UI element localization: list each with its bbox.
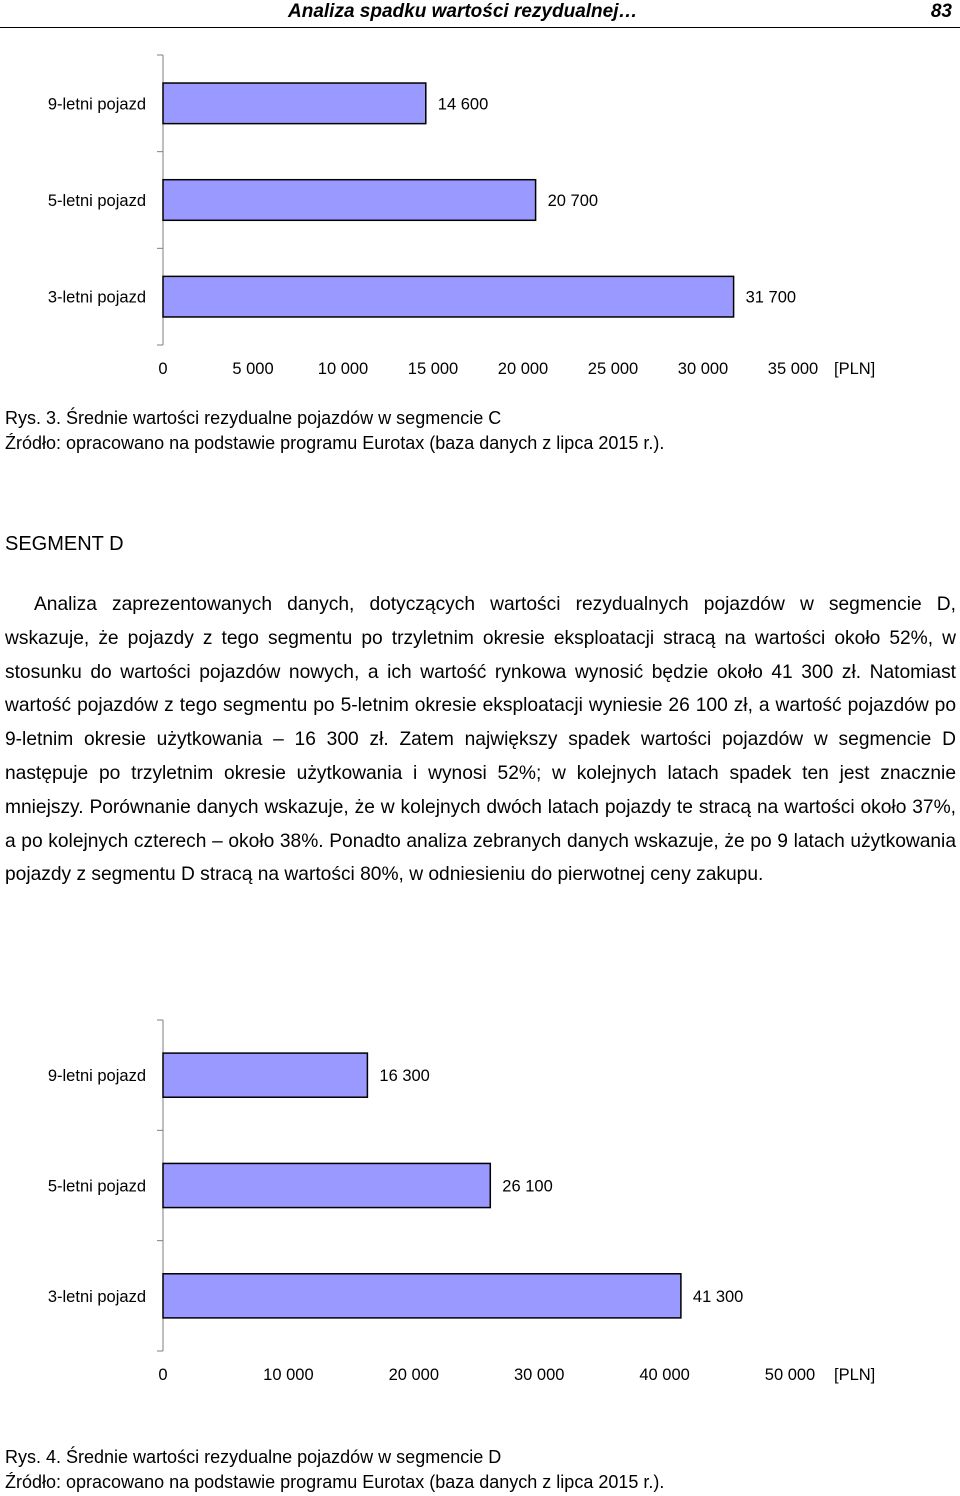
x-axis-unit-label: [PLN]	[834, 1366, 876, 1384]
figure-3-bar-chart	[0, 40, 960, 385]
x-tick-label: 20 000	[497, 360, 549, 378]
page-number: 83	[930, 1, 952, 22]
section-paragraph: Analiza zaprezentowanych danych, dotyczących wartości rezydualnych pojazdów w segmencie D, wskazuje, że pojazdy z tego segmentu po trzyletnim okresie eksploatacji stracą na wartości około 52%, w stosunku do wartości pojazdów nowych, a ich wartość rynkowa wynosić będzie około 41 300 zł. Natomiast wartość pojazdów z tego segmentu po 5-letnim okresie eksploatacji wyniesie 26 100 zł, a wartość pojazdów po 9-letnim okresie użytkowania – 16 300 zł. Zatem największy spadek wartości pojazdów w segmencie D następuje po trzyletnim okresie użytkowania i wynosi 52%; w kolejnych latach spadek ten jest znacznie mniejszy. Porównanie danych wskazuje, że w kolejnych dwóch latach pojazdy te stracą na wartości około 37%, a po kolejnych czterech – około 38%. Ponadto analiza zebranych danych wskazuje, że po 9 latach użytkowania pojazdy z segmentu D stracą na wartości 80%, w odniesieniu do pierwotnej ceny zakupu.	[5, 594, 956, 886]
x-tick-label: 5 000	[232, 360, 274, 378]
bar-2	[163, 1163, 490, 1207]
bar-value-label: 41 300	[692, 1287, 744, 1306]
running-header	[0, 0, 960, 28]
bar-1	[163, 83, 426, 124]
section-heading: SEGMENT D	[5, 533, 124, 555]
x-tick-label: 35 000	[767, 360, 819, 378]
bar-value-label: 20 700	[547, 192, 599, 210]
category-label: 5-letni pojazd	[47, 1177, 146, 1196]
x-tick-label: 50 000	[764, 1366, 816, 1384]
x-tick-label: 30 000	[677, 360, 729, 378]
category-label: 3-letni pojazd	[47, 1287, 146, 1306]
figure-3-source: Źródło: opracowano na podstawie programu Eurotax (baza danych z lipca 2015 r.).	[5, 433, 665, 453]
bar-2	[163, 180, 536, 221]
bar-value-label: 31 700	[745, 288, 797, 307]
x-tick-label: 40 000	[639, 1366, 690, 1384]
bar-3	[163, 1274, 681, 1318]
x-tick-label: 30 000	[513, 1366, 565, 1384]
bar-value-label: 26 100	[502, 1177, 553, 1196]
running-header-title: Analiza spadku wartości rezydualnej…	[288, 1, 638, 22]
x-axis-unit-label: [PLN]	[834, 360, 876, 378]
figure-4-caption: Rys. 4. Średnie wartości rezydualne pojazdów w segmencie D	[5, 1447, 502, 1467]
category-label: 3-letni pojazd	[47, 288, 146, 307]
category-label: 5-letni pojazd	[47, 192, 146, 210]
x-tick-label: 25 000	[587, 360, 639, 378]
bar-value-label: 16 300	[379, 1067, 430, 1086]
figure-3-caption: Rys. 3. Średnie wartości rezydualne pojazdów w segmencie C	[5, 408, 502, 428]
figure-4-bar-chart	[0, 1010, 960, 1390]
x-tick-label: 0	[158, 360, 168, 378]
x-tick-label: 0	[158, 1366, 168, 1384]
category-label: 9-letni pojazd	[47, 1067, 146, 1086]
category-label: 9-letni pojazd	[47, 95, 146, 114]
x-tick-label: 15 000	[407, 360, 459, 378]
x-tick-label: 10 000	[317, 360, 369, 378]
figure-4-source: Źródło: opracowano na podstawie programu Eurotax (baza danych z lipca 2015 r.).	[5, 1472, 665, 1492]
x-tick-label: 10 000	[263, 1366, 314, 1384]
x-tick-label: 20 000	[388, 1366, 440, 1384]
bar-1	[163, 1053, 367, 1097]
figure-4-caption-block	[5, 1445, 664, 1495]
bar-3	[163, 276, 734, 317]
figure-3-caption-block	[5, 406, 664, 456]
bar-value-label: 14 600	[437, 95, 489, 114]
